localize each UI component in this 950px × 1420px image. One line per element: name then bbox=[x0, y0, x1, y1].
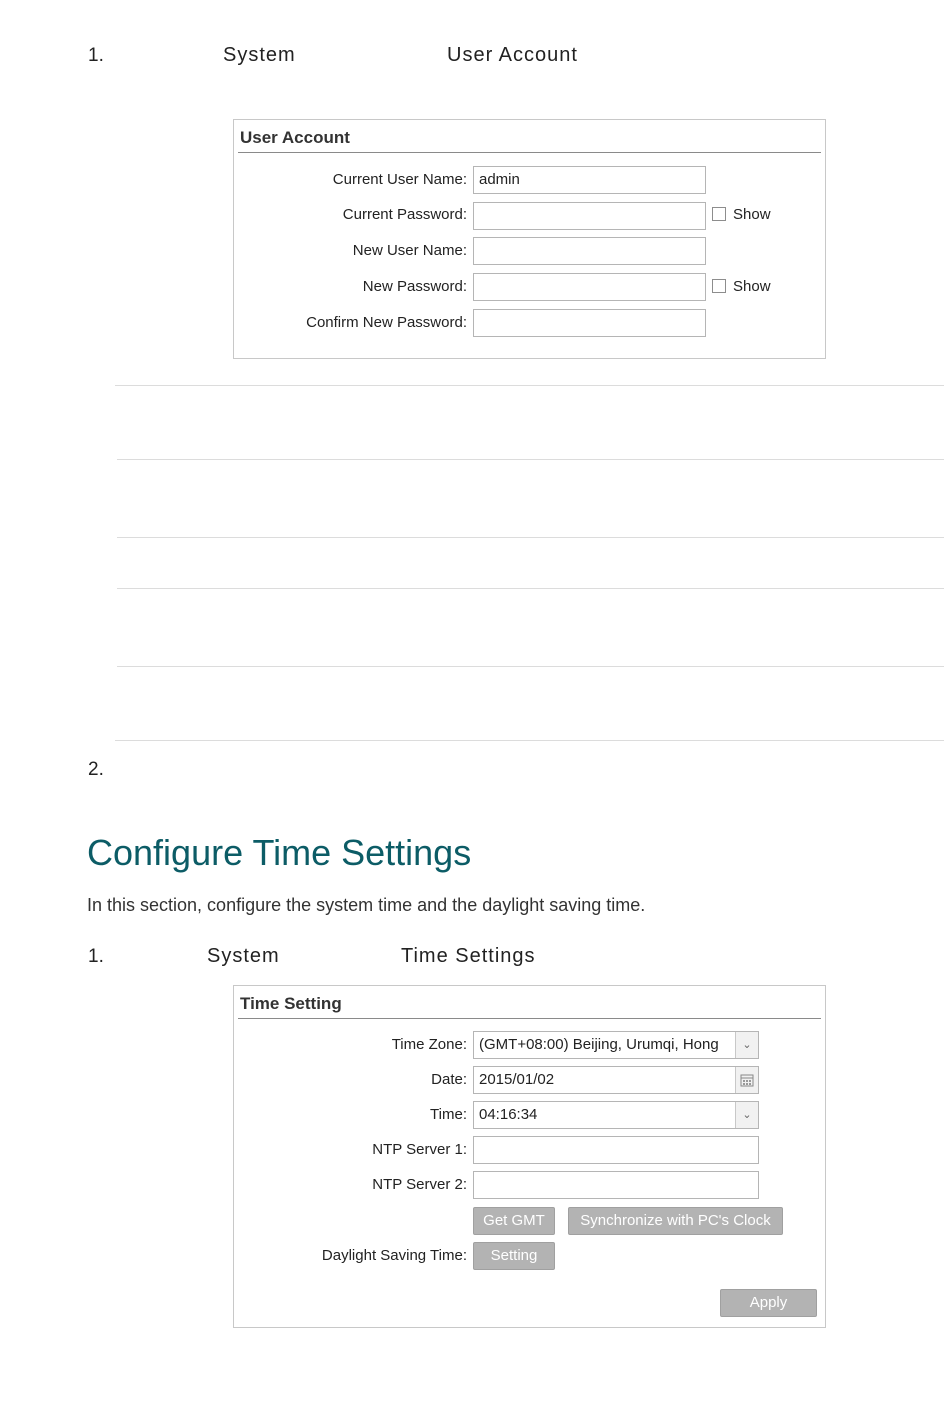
menu-path-system: System bbox=[207, 945, 280, 967]
time-select[interactable] bbox=[473, 1101, 759, 1129]
sync-pc-clock-button[interactable]: Synchronize with PC's Clock bbox=[568, 1207, 783, 1235]
new-password-input[interactable] bbox=[473, 273, 706, 301]
date-input[interactable] bbox=[473, 1066, 759, 1094]
ntp-server-2-input[interactable] bbox=[473, 1171, 759, 1199]
ntp-server-2-label: NTP Server 2: bbox=[372, 1176, 467, 1193]
table-rule bbox=[117, 666, 944, 667]
calendar-icon[interactable] bbox=[735, 1067, 758, 1093]
step-number: 2. bbox=[88, 759, 104, 780]
menu-path-user-account: User Account bbox=[447, 44, 578, 66]
time-zone-value: (GMT+08:00) Beijing, Urumqi, Hong bbox=[479, 1036, 719, 1053]
panel-title: Time Setting bbox=[240, 994, 342, 1013]
menu-path-time-settings: Time Settings bbox=[401, 945, 536, 967]
get-gmt-button[interactable]: Get GMT bbox=[473, 1207, 555, 1235]
time-zone-label: Time Zone: bbox=[391, 1036, 467, 1053]
show-label: Show bbox=[733, 278, 771, 295]
current-password-label: Current Password: bbox=[342, 206, 467, 223]
table-rule bbox=[115, 385, 944, 386]
step-number: 1. bbox=[88, 946, 104, 967]
dst-setting-button[interactable]: Setting bbox=[473, 1242, 555, 1270]
new-user-name-input[interactable] bbox=[473, 237, 706, 265]
table-rule bbox=[117, 537, 944, 538]
table-rule bbox=[117, 459, 944, 460]
time-zone-select[interactable] bbox=[473, 1031, 759, 1059]
date-value: 2015/01/02 bbox=[479, 1071, 555, 1088]
confirm-new-password-label: Confirm New Password: bbox=[306, 314, 467, 331]
show-label: Show bbox=[733, 206, 771, 223]
time-value: 04:16:34 bbox=[479, 1106, 538, 1123]
chevron-down-icon[interactable]: ⌄ bbox=[735, 1032, 758, 1058]
user-account-panel bbox=[233, 119, 826, 359]
table-rule bbox=[117, 588, 944, 589]
new-password-label: New Password: bbox=[362, 278, 467, 295]
menu-path-system: System bbox=[223, 44, 296, 66]
show-current-password-checkbox[interactable] bbox=[712, 207, 726, 221]
chevron-down-icon[interactable]: ⌄ bbox=[735, 1102, 758, 1128]
ntp-server-1-input[interactable] bbox=[473, 1136, 759, 1164]
show-new-password-checkbox[interactable] bbox=[712, 279, 726, 293]
panel-divider bbox=[238, 152, 821, 153]
table-rule bbox=[115, 740, 944, 741]
section-intro: In this section, configure the system time and the daylight saving time. bbox=[87, 895, 646, 915]
current-user-name-input[interactable]: admin bbox=[473, 166, 706, 194]
daylight-saving-time-label: Daylight Saving Time: bbox=[321, 1247, 467, 1264]
section-title: Configure Time Settings bbox=[87, 832, 472, 873]
time-setting-panel bbox=[233, 985, 826, 1328]
panel-divider bbox=[238, 1018, 821, 1019]
confirm-new-password-input[interactable] bbox=[473, 309, 706, 337]
date-label: Date: bbox=[431, 1071, 467, 1088]
current-password-input[interactable] bbox=[473, 202, 706, 230]
apply-button[interactable]: Apply bbox=[720, 1289, 817, 1317]
panel-title: User Account bbox=[240, 128, 350, 147]
new-user-name-label: New User Name: bbox=[352, 242, 467, 259]
step-number: 1. bbox=[88, 45, 104, 66]
ntp-server-1-label: NTP Server 1: bbox=[372, 1141, 467, 1158]
time-label: Time: bbox=[430, 1106, 467, 1123]
current-user-name-label: Current User Name: bbox=[332, 171, 467, 188]
